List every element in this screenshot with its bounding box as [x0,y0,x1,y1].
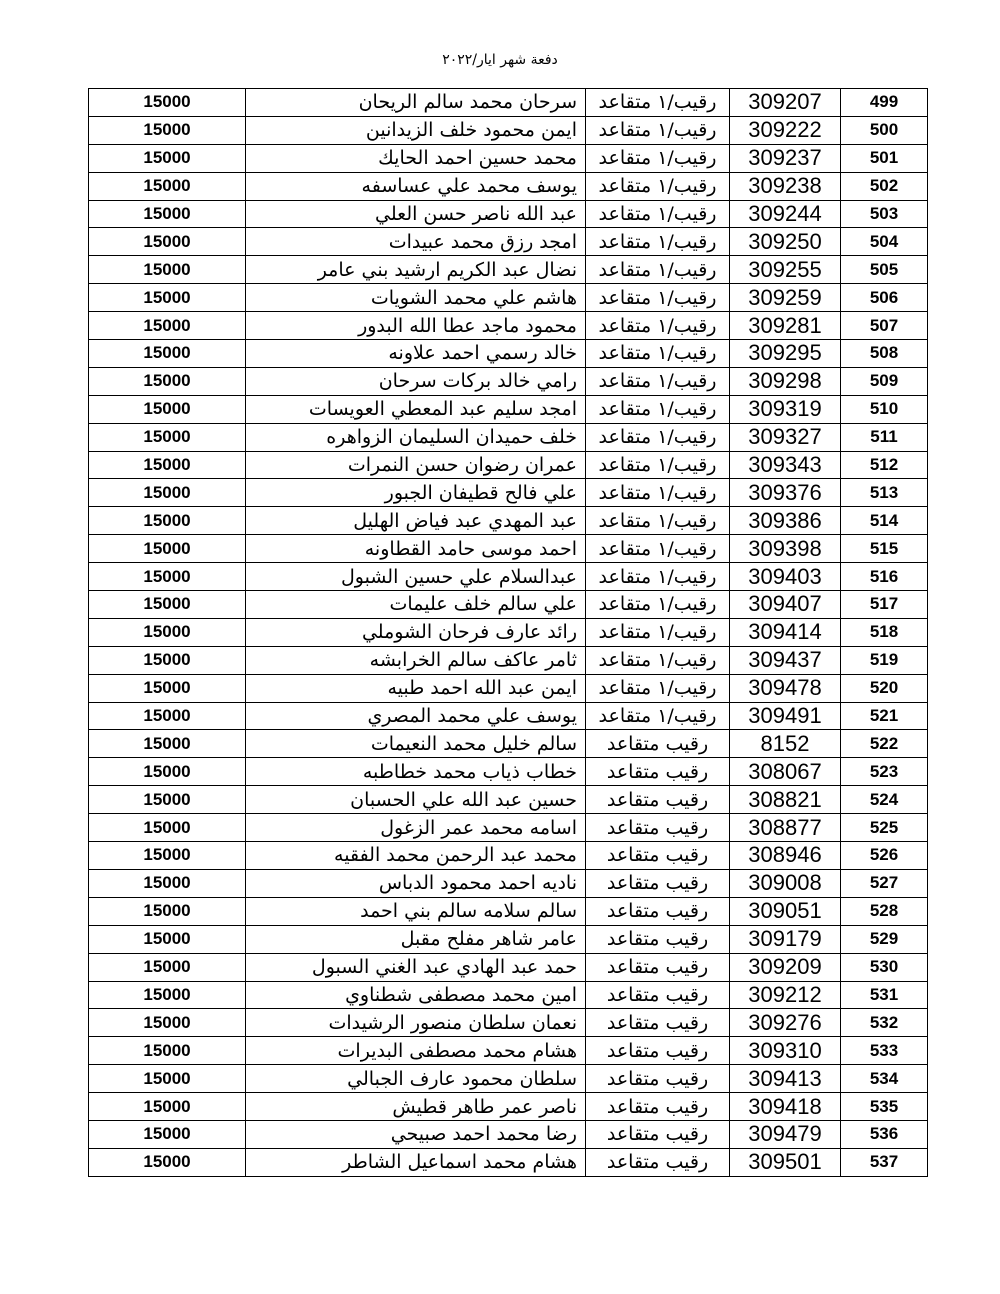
name-cell: علي سالم خلف عليمات [246,591,586,619]
sequence-cell: 535 [841,1093,928,1121]
name-cell: امجد رزق محمد عبيدات [246,228,586,256]
rank-cell: رقيب/١ متقاعد [586,591,730,619]
table-row [89,1065,928,1093]
amount-cell: 15000 [89,646,246,674]
name-cell: خالد رسمي احمد علاونه [246,340,586,368]
table-row [89,674,928,702]
amount-cell: 15000 [89,591,246,619]
sequence-cell: 534 [841,1065,928,1093]
amount-cell: 15000 [89,144,246,172]
sequence-cell: 511 [841,423,928,451]
sequence-cell: 503 [841,200,928,228]
rank-cell: رقيب/١ متقاعد [586,172,730,200]
name-cell: حمد عبد الهادي عبد الغني السبول [246,953,586,981]
table-row [89,256,928,284]
military-number-cell: 309343 [730,451,841,479]
name-cell: خطاب ذياب محمد خطاطبه [246,758,586,786]
rank-cell: رقيب/١ متقاعد [586,395,730,423]
table-row [89,228,928,256]
table-row [89,730,928,758]
sequence-cell: 517 [841,591,928,619]
military-number-cell: 309414 [730,618,841,646]
rank-cell: رقيب/١ متقاعد [586,228,730,256]
rank-cell: رقيب/١ متقاعد [586,451,730,479]
name-cell: محمد عبد الرحمن محمد الفقيه [246,842,586,870]
rank-cell: رقيب متقاعد [586,1009,730,1037]
military-number-cell: 309310 [730,1037,841,1065]
rank-cell: رقيب/١ متقاعد [586,340,730,368]
military-number-cell: 8152 [730,730,841,758]
military-number-cell: 309222 [730,116,841,144]
sequence-cell: 510 [841,395,928,423]
amount-cell: 15000 [89,1093,246,1121]
rank-cell: رقيب/١ متقاعد [586,646,730,674]
sequence-cell: 508 [841,340,928,368]
table-row [89,1093,928,1121]
military-number-cell: 309259 [730,284,841,312]
amount-cell: 15000 [89,507,246,535]
name-cell: سلطان محمود عارف الجبالي [246,1065,586,1093]
amount-cell: 15000 [89,897,246,925]
table-row [89,953,928,981]
rank-cell: رقيب/١ متقاعد [586,284,730,312]
sequence-cell: 504 [841,228,928,256]
amount-cell: 15000 [89,702,246,730]
rank-cell: رقيب/١ متقاعد [586,312,730,340]
amount-cell: 15000 [89,1037,246,1065]
table-row [89,507,928,535]
table-row [89,869,928,897]
amount-cell: 15000 [89,563,246,591]
rank-cell: رقيب متقاعد [586,1148,730,1176]
rank-cell: رقيب متقاعد [586,897,730,925]
sequence-cell: 531 [841,981,928,1009]
amount-cell: 15000 [89,340,246,368]
name-cell: عمران رضوان حسن النمرات [246,451,586,479]
name-cell: عبد الله ناصر حسن العلي [246,200,586,228]
rank-cell: رقيب/١ متقاعد [586,367,730,395]
table-row [89,1120,928,1148]
name-cell: سالم سلامه سالم بني احمد [246,897,586,925]
military-number-cell: 309209 [730,953,841,981]
table-row [89,1009,928,1037]
table-body [89,89,928,1177]
amount-cell: 15000 [89,312,246,340]
sequence-cell: 513 [841,479,928,507]
military-number-cell: 309250 [730,228,841,256]
table-row [89,144,928,172]
amount-cell: 15000 [89,758,246,786]
table-row [89,172,928,200]
military-number-cell: 309398 [730,535,841,563]
amount-cell: 15000 [89,116,246,144]
military-number-cell: 309295 [730,340,841,368]
amount-cell: 15000 [89,1120,246,1148]
military-number-cell: 309437 [730,646,841,674]
military-number-cell: 309255 [730,256,841,284]
rank-cell: رقيب/١ متقاعد [586,535,730,563]
amount-cell: 15000 [89,228,246,256]
amount-cell: 15000 [89,200,246,228]
sequence-cell: 530 [841,953,928,981]
rank-cell: رقيب متقاعد [586,925,730,953]
military-number-cell: 309418 [730,1093,841,1121]
table-row [89,925,928,953]
sequence-cell: 519 [841,646,928,674]
sequence-cell: 524 [841,786,928,814]
sequence-cell: 507 [841,312,928,340]
table-row [89,646,928,674]
rank-cell: رقيب/١ متقاعد [586,507,730,535]
amount-cell: 15000 [89,730,246,758]
name-cell: رضا محمد احمد صبيحي [246,1120,586,1148]
sequence-cell: 537 [841,1148,928,1176]
table-row [89,618,928,646]
table-row [89,786,928,814]
table-row [89,897,928,925]
name-cell: نضال عبد الكريم ارشيد بني عامر [246,256,586,284]
rank-cell: رقيب/١ متقاعد [586,256,730,284]
military-number-cell: 309244 [730,200,841,228]
military-number-cell: 309298 [730,367,841,395]
name-cell: نعمان سلطان منصور الرشيدات [246,1009,586,1037]
name-cell: رامي خالد بركات سرحان [246,367,586,395]
military-number-cell: 309403 [730,563,841,591]
table-row [89,981,928,1009]
table-row [89,284,928,312]
military-number-cell: 309478 [730,674,841,702]
page-title: دفعة شهر ايار/٢٠٢٢ [442,52,558,68]
sequence-cell: 529 [841,925,928,953]
rank-cell: رقيب متقاعد [586,1037,730,1065]
name-cell: سالم خليل محمد النعيمات [246,730,586,758]
military-number-cell: 309376 [730,479,841,507]
rank-cell: رقيب متقاعد [586,758,730,786]
rank-cell: رقيب متقاعد [586,1093,730,1121]
rank-cell: رقيب/١ متقاعد [586,116,730,144]
sequence-cell: 502 [841,172,928,200]
sequence-cell: 536 [841,1120,928,1148]
military-number-cell: 309479 [730,1120,841,1148]
amount-cell: 15000 [89,1148,246,1176]
name-cell: عامر شاهر مفلح مقبل [246,925,586,953]
table-row [89,1148,928,1176]
rank-cell: رقيب/١ متقاعد [586,144,730,172]
name-cell: يوسف علي محمد المصري [246,702,586,730]
amount-cell: 15000 [89,925,246,953]
rank-cell: رقيب متقاعد [586,814,730,842]
military-number-cell: 308946 [730,842,841,870]
rank-cell: رقيب/١ متقاعد [586,618,730,646]
military-number-cell: 308821 [730,786,841,814]
sequence-cell: 518 [841,618,928,646]
table-row [89,563,928,591]
name-cell: ثامر عاكف سالم الخرابشه [246,646,586,674]
rank-cell: رقيب/١ متقاعد [586,674,730,702]
rank-cell: رقيب/١ متقاعد [586,423,730,451]
military-number-cell: 309238 [730,172,841,200]
name-cell: هاشم علي محمد الشويات [246,284,586,312]
payment-table [88,88,928,1177]
amount-cell: 15000 [89,869,246,897]
amount-cell: 15000 [89,284,246,312]
table-row [89,340,928,368]
table-row [89,367,928,395]
rank-cell: رقيب متقاعد [586,730,730,758]
amount-cell: 15000 [89,395,246,423]
sequence-cell: 527 [841,869,928,897]
name-cell: ناديه احمد محمود الدباس [246,869,586,897]
military-number-cell: 309051 [730,897,841,925]
amount-cell: 15000 [89,786,246,814]
sequence-cell: 501 [841,144,928,172]
amount-cell: 15000 [89,367,246,395]
rank-cell: رقيب متقاعد [586,786,730,814]
sequence-cell: 500 [841,116,928,144]
military-number-cell: 309327 [730,423,841,451]
rank-cell: رقيب متقاعد [586,1120,730,1148]
name-cell: رائد عارف فرحان الشوملي [246,618,586,646]
amount-cell: 15000 [89,618,246,646]
amount-cell: 15000 [89,479,246,507]
table-row [89,200,928,228]
sequence-cell: 505 [841,256,928,284]
military-number-cell: 309281 [730,312,841,340]
sequence-cell: 528 [841,897,928,925]
name-cell: محمود ماجد عطا الله البدور [246,312,586,340]
amount-cell: 15000 [89,1009,246,1037]
sequence-cell: 523 [841,758,928,786]
amount-cell: 15000 [89,953,246,981]
sequence-cell: 512 [841,451,928,479]
name-cell: امين محمد مصطفى شطناوي [246,981,586,1009]
name-cell: هشام محمد اسماعيل الشاطر [246,1148,586,1176]
rank-cell: رقيب/١ متقاعد [586,200,730,228]
table-row [89,535,928,563]
military-number-cell: 309212 [730,981,841,1009]
sequence-cell: 515 [841,535,928,563]
rank-cell: رقيب متقاعد [586,953,730,981]
military-number-cell: 309207 [730,89,841,117]
table-row [89,423,928,451]
name-cell: هشام محمد مصطفى البديرات [246,1037,586,1065]
rank-cell: رقيب/١ متقاعد [586,89,730,117]
amount-cell: 15000 [89,981,246,1009]
sequence-cell: 506 [841,284,928,312]
military-number-cell: 309407 [730,591,841,619]
table-row [89,758,928,786]
military-number-cell: 309386 [730,507,841,535]
amount-cell: 15000 [89,1065,246,1093]
table-row [89,395,928,423]
amount-cell: 15000 [89,89,246,117]
military-number-cell: 308067 [730,758,841,786]
table-row [89,1037,928,1065]
military-number-cell: 309319 [730,395,841,423]
name-cell: امجد سليم عبد المعطي العويسات [246,395,586,423]
name-cell: ايمن عبد الله احمد طبيه [246,674,586,702]
sequence-cell: 520 [841,674,928,702]
amount-cell: 15000 [89,256,246,284]
rank-cell: رقيب متقاعد [586,869,730,897]
sequence-cell: 525 [841,814,928,842]
name-cell: احمد موسى حامد القطاونه [246,535,586,563]
rank-cell: رقيب/١ متقاعد [586,563,730,591]
rank-cell: رقيب متقاعد [586,981,730,1009]
name-cell: خلف حميدان السليمان الزواهره [246,423,586,451]
rank-cell: رقيب/١ متقاعد [586,479,730,507]
table-row [89,451,928,479]
rank-cell: رقيب متقاعد [586,1065,730,1093]
table-row [89,89,928,117]
table-row [89,116,928,144]
sequence-cell: 509 [841,367,928,395]
amount-cell: 15000 [89,814,246,842]
name-cell: اسامه محمد عمر الزغول [246,814,586,842]
sequence-cell: 516 [841,563,928,591]
table-row [89,842,928,870]
sequence-cell: 514 [841,507,928,535]
table-row [89,312,928,340]
name-cell: محمد حسين احمد الحايك [246,144,586,172]
amount-cell: 15000 [89,674,246,702]
amount-cell: 15000 [89,172,246,200]
military-number-cell: 309276 [730,1009,841,1037]
rank-cell: رقيب/١ متقاعد [586,702,730,730]
military-number-cell: 309237 [730,144,841,172]
name-cell: ايمن محمود خلف الزيدانين [246,116,586,144]
name-cell: عبد المهدي عبد فياض الهليل [246,507,586,535]
military-number-cell: 309501 [730,1148,841,1176]
table-row [89,591,928,619]
sequence-cell: 532 [841,1009,928,1037]
name-cell: ناصر عمر طاهر قطيش [246,1093,586,1121]
table-row [89,814,928,842]
table-row [89,702,928,730]
military-number-cell: 309008 [730,869,841,897]
table-row [89,479,928,507]
military-number-cell: 308877 [730,814,841,842]
name-cell: علي فالح قطيفان الجبور [246,479,586,507]
name-cell: حسين عبد الله علي الحسبان [246,786,586,814]
sequence-cell: 533 [841,1037,928,1065]
amount-cell: 15000 [89,842,246,870]
sequence-cell: 499 [841,89,928,117]
sequence-cell: 526 [841,842,928,870]
sequence-cell: 522 [841,730,928,758]
sequence-cell: 521 [841,702,928,730]
amount-cell: 15000 [89,451,246,479]
name-cell: يوسف محمد علي عساسفه [246,172,586,200]
military-number-cell: 309413 [730,1065,841,1093]
military-number-cell: 309179 [730,925,841,953]
name-cell: عبدالسلام علي حسين الشبول [246,563,586,591]
name-cell: سرحان محمد سالم الريحان [246,89,586,117]
military-number-cell: 309491 [730,702,841,730]
amount-cell: 15000 [89,535,246,563]
rank-cell: رقيب متقاعد [586,842,730,870]
amount-cell: 15000 [89,423,246,451]
